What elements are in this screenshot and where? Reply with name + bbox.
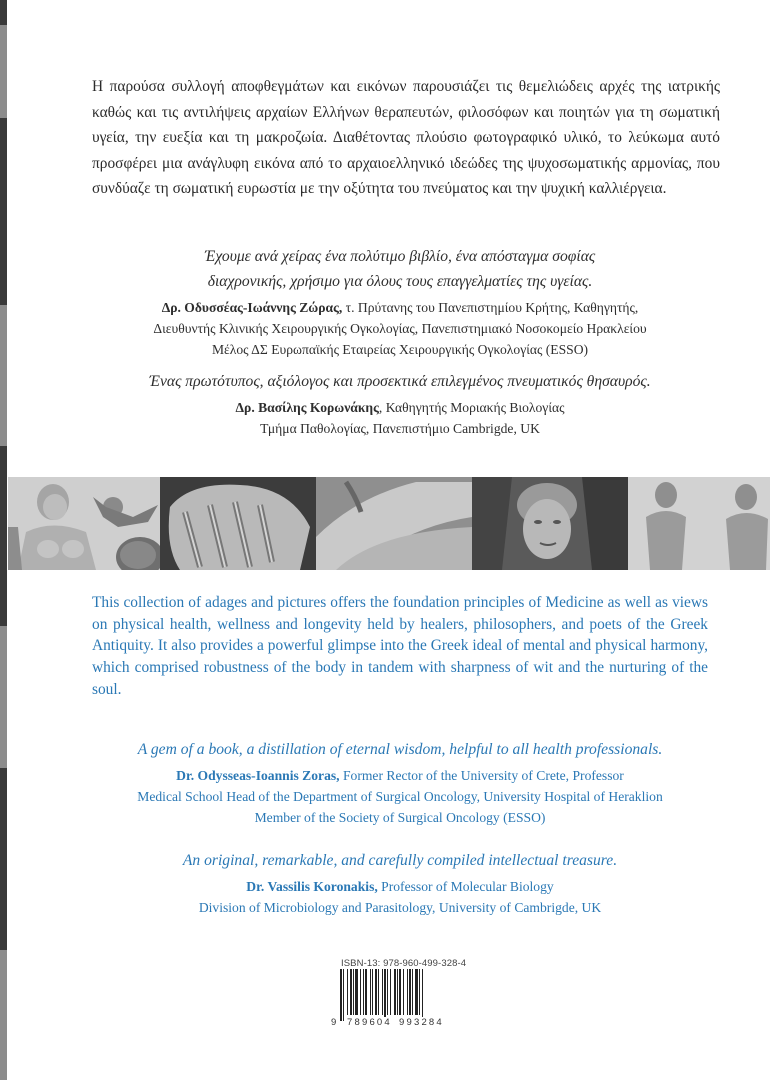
endorsement-quote-line: Ένας πρωτότυπος, αξιόλογος και προσεκτικά επιλεγμένος πνευματικός θησαυρός.	[149, 373, 651, 390]
barcode-bar	[343, 969, 344, 1021]
barcode-bar	[375, 969, 377, 1015]
barcode-bar	[407, 969, 408, 1015]
sculpture-photo-strip	[8, 477, 770, 570]
marble-hands-photo	[160, 477, 316, 570]
barcode-bar	[419, 969, 420, 1015]
barcode-bar	[378, 969, 379, 1015]
barcode-left-digits: 789604	[347, 1017, 392, 1028]
greek-endorsement-2	[30, 369, 770, 439]
barcode-bar	[340, 969, 342, 1021]
endorsement-quote-line: An original, remarkable, and carefully compiled intellectual treasure.	[182, 852, 618, 869]
barcode-bar	[384, 969, 386, 1021]
endorser-affiliation: Τμήμα Παθολογίας, Πανεπιστήμιο Cambrigde, UK	[260, 421, 540, 436]
endorser-affiliation: Διευθυντής Κλινικής Χειρουργικής Ογκολογίας, Πανεπιστημιακό Νοσοκομείο Ηρακλείου	[153, 321, 647, 336]
endorsement-attribution	[30, 397, 770, 418]
bronze-head-photo	[472, 477, 628, 570]
barcode-bar	[387, 969, 388, 1015]
barcode-bar	[397, 969, 398, 1015]
english-endorsement-1	[30, 737, 770, 828]
barcode-bar	[363, 969, 364, 1015]
endorsement-attribution	[30, 876, 770, 897]
greek-description: Η παρούσα συλλογή αποφθεγμάτων και εικόνων παρουσιάζει τις θεμελιώδεις αρχές της ιατρικής καθώς και τις αντιλήψεις αρχαίων Ελλήνων θεραπευτών, φιλοσόφων και ποιητών για τη σωματική υγεία, την ευεξία και τη μακροζωία. Διαθέτοντας πλούσιο φωτογραφικό υλικό, το λεύκωμα αυτό προσφέρει μια ανάγλυφη εικόνα από το αρχαιοελληνικό ιδεώδες της ψυχοσωματικής αρμονίας, που συνδύαζε τη σωματική ευρωστία με την οξύτητα του πνεύματος και την ψυχική καλλιέργεια.	[92, 78, 720, 198]
barcode-bar	[412, 969, 413, 1015]
english-endorsement-2	[30, 848, 770, 918]
endorser-title: τ. Πρύτανης του Πανεπιστημίου Κρήτης, Καθηγητής,	[342, 300, 639, 315]
isbn-barcode	[340, 969, 450, 1021]
endorser-name: Dr. Odysseas-Ioannis Zoras,	[176, 768, 340, 783]
greek-endorsement-1	[30, 244, 770, 360]
kouros-statues-photo	[628, 477, 770, 570]
barcode-bar	[350, 969, 352, 1015]
isbn-label: ISBN-13: 978-960-499-328-4	[341, 958, 467, 969]
endorsement-attribution	[30, 765, 770, 786]
barcode-bar	[403, 969, 404, 1015]
endorser-title: Professor of Molecular Biology	[377, 879, 554, 894]
barcode-bar	[372, 969, 373, 1015]
marble-limbs-photo	[316, 477, 472, 570]
english-description: This collection of adages and pictures offers the foundation principles of Medicine as well as views on physical health, wellness and longevity held by healers, philosophers, and poets of the Greek Antiquity. It also provides a powerful glimpse into the Greek ideal of mental and physical harmony, which comprised robustness of the body in tandem with sharpness of wit and the nurturing of the soul.	[92, 594, 708, 698]
endorser-affiliation: Division of Microbiology and Parasitology, University of Cambrigde, UK	[198, 900, 602, 915]
barcode-bar	[365, 969, 367, 1015]
endorser-affiliation: Medical School Head of the Department of Surgical Oncology, University Hospital of Heraklion	[137, 789, 663, 804]
endorser-title: Former Rector of the University of Crete, Professor	[339, 768, 624, 783]
barcode-bar	[409, 969, 411, 1015]
barcode-bar	[415, 969, 418, 1015]
endorser-affiliation: Member of the Society of Surgical Oncology (ESSO)	[254, 810, 546, 825]
barcode-right-digits: 993284	[399, 1017, 444, 1028]
endorsement-quote-line: A gem of a book, a distillation of eternal wisdom, helpful to all health professionals.	[137, 741, 663, 758]
barcode-bar	[382, 969, 383, 1015]
endorser-name: Δρ. Βασίλης Κορωνάκης	[235, 400, 379, 415]
endorsement-quote-line: Έχουμε ανά χείρας ένα πολύτιμο βιβλίο, ένα απόσταγμα σοφίας	[204, 248, 596, 265]
barcode-bar	[390, 969, 391, 1015]
barcode-bar	[370, 969, 371, 1015]
barcode-bar	[360, 969, 361, 1015]
endorser-name: Dr. Vassilis Koronakis,	[246, 879, 378, 894]
book-spine-edge	[0, 0, 7, 1080]
endorsement-attribution	[30, 297, 770, 318]
endorser-affiliation: Μέλος ΔΣ Ευρωπαϊκής Εταιρείας Χειρουργικής Ογκολογίας (ESSO)	[211, 342, 589, 357]
barcode-lead-digit: 9	[331, 1017, 337, 1028]
endorsement-quote-line: διαχρονικής, χρήσιμο για όλους τους επαγγελματίες της υγείας.	[207, 273, 593, 290]
endorser-name: Δρ. Οδυσσέας-Ιωάννης Ζώρας,	[161, 300, 343, 315]
barcode-bar	[394, 969, 396, 1015]
barcode-bar	[347, 969, 348, 1015]
aphrodite-statue-photo	[8, 477, 160, 570]
barcode-bar	[355, 969, 358, 1015]
barcode-bar	[353, 969, 354, 1015]
barcode-bar	[422, 969, 423, 1021]
barcode-bar	[399, 969, 401, 1015]
endorser-title: , Καθηγητής Μοριακής Βιολογίας	[378, 400, 565, 415]
